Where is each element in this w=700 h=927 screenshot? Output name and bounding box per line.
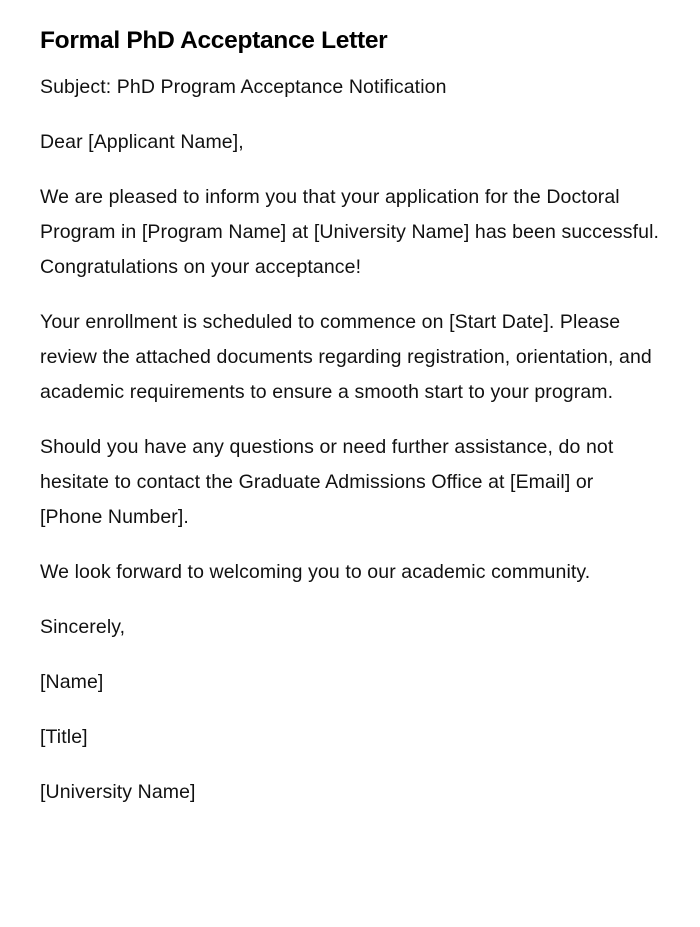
subject-line: Subject: PhD Program Acceptance Notification bbox=[40, 76, 447, 98]
signature-institution: [University Name] bbox=[40, 781, 196, 803]
signature-name: [Name] bbox=[40, 671, 104, 693]
body-paragraph-contact: Should you have any questions or need further assistance, do not hesitate to contact the Graduate Admissions Office at [Email] or [Phone Number]. bbox=[40, 436, 614, 528]
signature-title: [Title] bbox=[40, 726, 88, 748]
body-paragraph-acceptance: We are pleased to inform you that your application for the Doctoral Program in [Program Name] at [University Name] has been successful. Congratulations on your acceptance! bbox=[40, 186, 660, 278]
document-title: Formal PhD Acceptance Letter bbox=[40, 27, 388, 54]
body-paragraph-welcome: We look forward to welcoming you to our academic community. bbox=[40, 561, 591, 583]
body-paragraph-enrollment: Your enrollment is scheduled to commence on [Start Date]. Please review the attached documents regarding registration, orientation, and academic requirements to ensure a smooth start to your program. bbox=[40, 311, 652, 403]
closing: Sincerely, bbox=[40, 616, 126, 638]
salutation: Dear [Applicant Name], bbox=[40, 131, 244, 153]
